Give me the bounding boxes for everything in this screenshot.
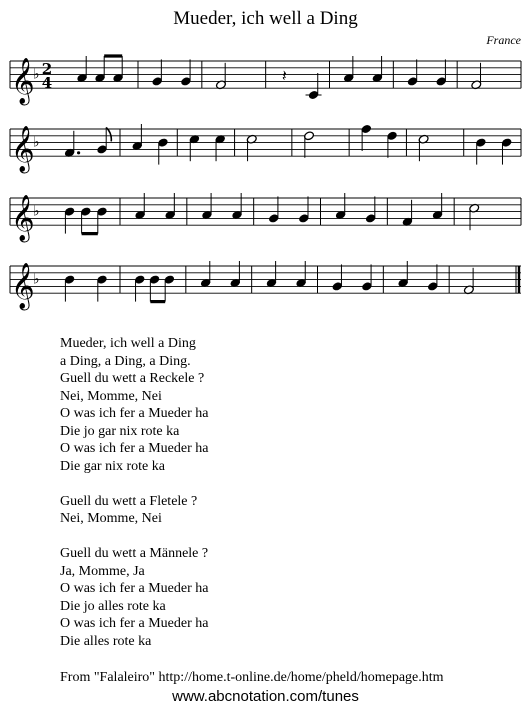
eighth-flag — [106, 127, 111, 141]
lyric-line: Nei, Momme, Nei — [60, 511, 162, 526]
augmentation-dot — [77, 151, 80, 154]
lyric-line: Die gar nix rote ka — [60, 458, 165, 474]
lyric-line: O was ich fer a Mueder ha — [60, 616, 209, 631]
tune-origin: France — [486, 33, 521, 47]
time-signature-numerator: 2 — [41, 60, 53, 78]
footer-url: www.abcnotation.com/tunes — [172, 688, 359, 705]
tune-title: Mueder, ich well a Ding — [173, 8, 358, 29]
quarter-rest-icon: 𝄽 — [281, 66, 287, 85]
treble-clef-icon: 𝄞 — [11, 263, 35, 310]
lyric-line: Ja, Momme, Ja — [60, 563, 145, 579]
lyric-line: Die jo alles rote ka — [60, 598, 166, 614]
lyric-line: Mueder, ich well a Ding — [60, 336, 196, 351]
lyric-line: Guell du wett a Männele ? — [60, 546, 209, 561]
lyric-line: a Ding, a Ding, a Ding. — [60, 353, 191, 369]
flat-key-signature-icon: ♭ — [33, 271, 40, 288]
lyric-line: Die alles rote ka — [60, 633, 152, 649]
treble-clef-icon: 𝄞 — [11, 126, 35, 173]
lyrics-stanza — [60, 493, 209, 528]
treble-clef-icon: 𝄞 — [11, 195, 35, 242]
time-signature-denominator: 4 — [41, 74, 53, 92]
flat-key-signature-icon: ♭ — [33, 134, 40, 151]
lyrics-stanza — [60, 335, 209, 475]
lyric-line: Nei, Momme, Nei — [60, 388, 162, 404]
lyrics-stanza — [60, 545, 209, 650]
flat-key-signature-icon: ♭ — [33, 66, 40, 83]
source-line: From "Falaleiro" http://home.t-online.de/home/pheld/homepage.htm — [60, 670, 444, 685]
music-score — [0, 0, 531, 330]
lyric-line: Guell du wett a Fletele ? — [60, 493, 198, 509]
lyric-line: O was ich fer a Mueder ha — [60, 406, 209, 421]
lyric-line: O was ich fer a Mueder ha — [60, 581, 209, 596]
lyric-line: Die jo gar nix rote ka — [60, 423, 180, 439]
lyrics-block — [60, 335, 209, 668]
lyric-line: O was ich fer a Mueder ha — [60, 441, 209, 456]
treble-clef-icon: 𝄞 — [11, 58, 35, 105]
lyric-line: Guell du wett a Reckele ? — [60, 371, 205, 386]
flat-key-signature-icon: ♭ — [33, 203, 40, 220]
